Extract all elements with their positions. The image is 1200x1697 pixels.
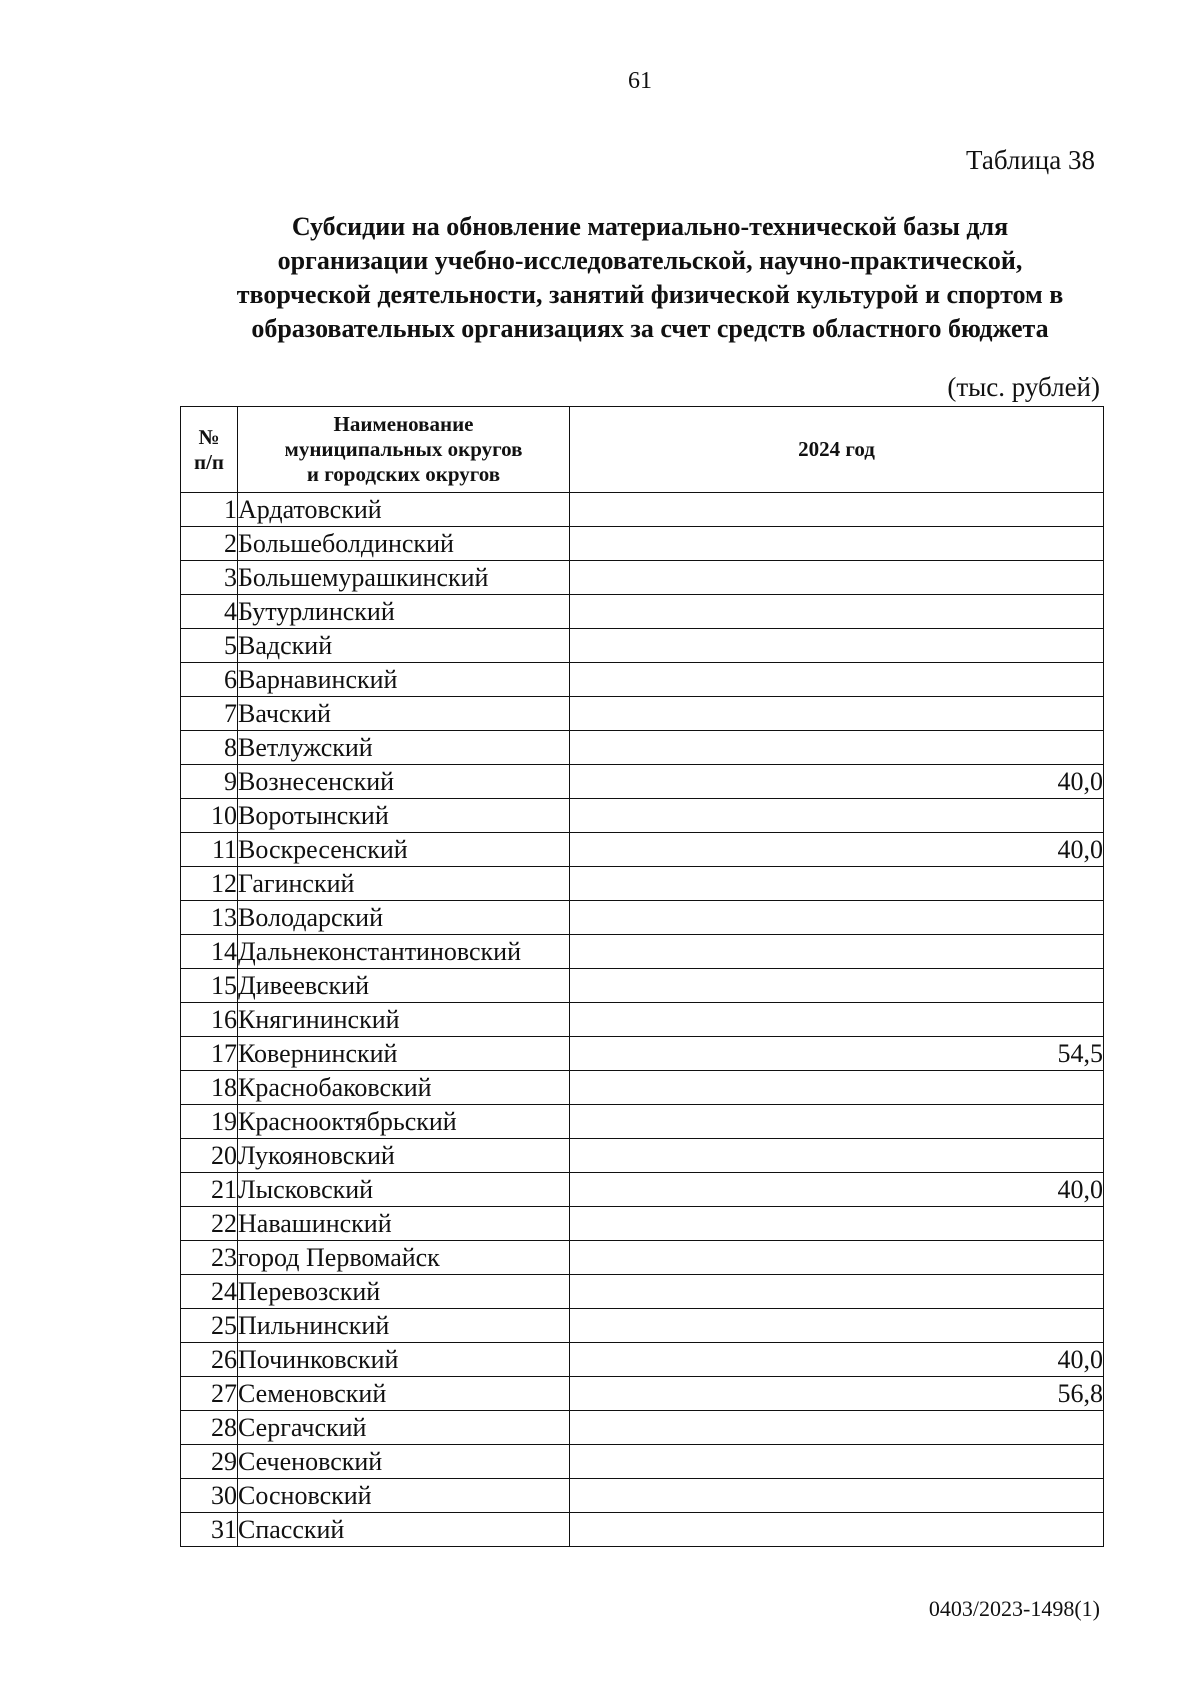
table-row xyxy=(181,1343,1104,1377)
amount-2024-cell xyxy=(570,1445,1104,1479)
amount-2024-cell xyxy=(570,663,1104,697)
table-header-row xyxy=(181,407,1104,493)
header-number-symbol: № xyxy=(198,424,220,449)
row-number-cell: 28 xyxy=(181,1411,238,1445)
row-number-cell: 31 xyxy=(181,1513,238,1547)
table-row xyxy=(181,697,1104,731)
row-number-cell: 5 xyxy=(181,629,238,663)
row-number-cell: 27 xyxy=(181,1377,238,1411)
table-row xyxy=(181,493,1104,527)
table-row xyxy=(181,663,1104,697)
amount-2024-cell xyxy=(570,969,1104,1003)
units-note: (тыс. рублей) xyxy=(947,372,1100,402)
table-row xyxy=(181,1377,1104,1411)
district-name-cell: Спасский xyxy=(238,1513,570,1547)
header-year: 2024 год xyxy=(570,407,1104,493)
amount-2024-cell xyxy=(570,595,1104,629)
amount-2024-cell xyxy=(570,731,1104,765)
district-name-cell: Бутурлинский xyxy=(238,595,570,629)
district-name-cell: Перевозский xyxy=(238,1275,570,1309)
table-row xyxy=(181,1071,1104,1105)
amount-2024-cell: 56,8 xyxy=(570,1377,1104,1411)
amount-2024-cell xyxy=(570,901,1104,935)
row-number-cell: 17 xyxy=(181,1037,238,1071)
row-number-cell: 4 xyxy=(181,595,238,629)
district-name-cell: Пильнинский xyxy=(238,1309,570,1343)
row-number-cell: 8 xyxy=(181,731,238,765)
table-row xyxy=(181,833,1104,867)
table-row xyxy=(181,1105,1104,1139)
table-row xyxy=(181,1479,1104,1513)
table-row xyxy=(181,935,1104,969)
district-name-cell: Воскресенский xyxy=(238,833,570,867)
document-title xyxy=(150,210,1150,346)
row-number-cell: 1 xyxy=(181,493,238,527)
subsidy-table xyxy=(180,406,1104,1547)
district-name-cell: Лукояновский xyxy=(238,1139,570,1173)
amount-2024-cell: 40,0 xyxy=(570,765,1104,799)
district-name-cell: Вознесенский xyxy=(238,765,570,799)
header-name-line: муниципальных округов xyxy=(284,437,523,461)
amount-2024-cell xyxy=(570,1241,1104,1275)
district-name-cell: Ардатовский xyxy=(238,493,570,527)
district-name-cell: Ковернинский xyxy=(238,1037,570,1071)
row-number-cell: 16 xyxy=(181,1003,238,1037)
row-number-cell: 12 xyxy=(181,867,238,901)
table-row xyxy=(181,1037,1104,1071)
table-row xyxy=(181,765,1104,799)
row-number-cell: 29 xyxy=(181,1445,238,1479)
amount-2024-cell xyxy=(570,1139,1104,1173)
table-row xyxy=(181,1411,1104,1445)
district-name-cell: Дальнеконстантиновский xyxy=(238,935,570,969)
row-number-cell: 2 xyxy=(181,527,238,561)
amount-2024-cell: 54,5 xyxy=(570,1037,1104,1071)
district-name-cell: Воротынский xyxy=(238,799,570,833)
table-caption: Таблица 38 xyxy=(966,145,1095,175)
header-name-line: и городских округов xyxy=(306,462,501,486)
page-number: 61 xyxy=(628,68,652,94)
district-name-cell: Краснобаковский xyxy=(238,1071,570,1105)
amount-2024-cell xyxy=(570,527,1104,561)
amount-2024-cell xyxy=(570,1071,1104,1105)
district-name-cell: Сергачский xyxy=(238,1411,570,1445)
row-number-cell: 14 xyxy=(181,935,238,969)
district-name-cell: Володарский xyxy=(238,901,570,935)
row-number-cell: 26 xyxy=(181,1343,238,1377)
district-name-cell: Дивеевский xyxy=(238,969,570,1003)
amount-2024-cell xyxy=(570,935,1104,969)
title-line: творческой деятельности, занятий физической культурой и спортом в xyxy=(236,280,1064,309)
row-number-cell: 15 xyxy=(181,969,238,1003)
table-body xyxy=(181,493,1104,1547)
table-row xyxy=(181,867,1104,901)
header-number xyxy=(181,407,238,493)
amount-2024-cell xyxy=(570,697,1104,731)
row-number-cell: 7 xyxy=(181,697,238,731)
table-row xyxy=(181,799,1104,833)
amount-2024-cell xyxy=(570,493,1104,527)
row-number-cell: 25 xyxy=(181,1309,238,1343)
district-name-cell: Сеченовский xyxy=(238,1445,570,1479)
table-row xyxy=(181,1139,1104,1173)
amount-2024-cell xyxy=(570,1309,1104,1343)
table-row xyxy=(181,561,1104,595)
district-name-cell: Вачский xyxy=(238,697,570,731)
table-row xyxy=(181,1309,1104,1343)
amount-2024-cell xyxy=(570,629,1104,663)
district-name-cell: Сосновский xyxy=(238,1479,570,1513)
row-number-cell: 23 xyxy=(181,1241,238,1275)
amount-2024-cell xyxy=(570,1411,1104,1445)
district-name-cell: Большемурашкинский xyxy=(238,561,570,595)
district-name-cell: Навашинский xyxy=(238,1207,570,1241)
document-code: 0403/2023-1498(1) xyxy=(928,1596,1100,1621)
amount-2024-cell xyxy=(570,1275,1104,1309)
amount-2024-cell: 40,0 xyxy=(570,1173,1104,1207)
amount-2024-cell xyxy=(570,1479,1104,1513)
title-line: организации учебно-исследовательской, научно-практической, xyxy=(277,246,1023,275)
district-name-cell: Семеновский xyxy=(238,1377,570,1411)
amount-2024-cell xyxy=(570,1207,1104,1241)
table-row xyxy=(181,595,1104,629)
district-name-cell: Починковский xyxy=(238,1343,570,1377)
district-name-cell: город Первомайск xyxy=(238,1241,570,1275)
header-number-abbr: п/п xyxy=(193,449,225,474)
row-number-cell: 18 xyxy=(181,1071,238,1105)
row-number-cell: 6 xyxy=(181,663,238,697)
row-number-cell: 19 xyxy=(181,1105,238,1139)
row-number-cell: 9 xyxy=(181,765,238,799)
district-name-cell: Гагинский xyxy=(238,867,570,901)
district-name-cell: Лысковский xyxy=(238,1173,570,1207)
table-row xyxy=(181,1513,1104,1547)
title-line: образовательных организациях за счет средств областного бюджета xyxy=(251,314,1049,343)
district-name-cell: Краснооктябрьский xyxy=(238,1105,570,1139)
district-name-cell: Ветлужский xyxy=(238,731,570,765)
row-number-cell: 3 xyxy=(181,561,238,595)
table-row xyxy=(181,731,1104,765)
row-number-cell: 22 xyxy=(181,1207,238,1241)
table-row xyxy=(181,1445,1104,1479)
table-row xyxy=(181,1275,1104,1309)
district-name-cell: Княгининский xyxy=(238,1003,570,1037)
row-number-cell: 30 xyxy=(181,1479,238,1513)
table-row xyxy=(181,527,1104,561)
row-number-cell: 21 xyxy=(181,1173,238,1207)
district-name-cell: Варнавинский xyxy=(238,663,570,697)
table-row xyxy=(181,1003,1104,1037)
district-name-cell: Большеболдинский xyxy=(238,527,570,561)
amount-2024-cell xyxy=(570,799,1104,833)
header-name-line: Наименование xyxy=(333,412,474,436)
table-row xyxy=(181,1241,1104,1275)
amount-2024-cell xyxy=(570,1105,1104,1139)
table-row xyxy=(181,901,1104,935)
amount-2024-cell xyxy=(570,1513,1104,1547)
amount-2024-cell: 40,0 xyxy=(570,1343,1104,1377)
row-number-cell: 11 xyxy=(181,833,238,867)
row-number-cell: 10 xyxy=(181,799,238,833)
amount-2024-cell: 40,0 xyxy=(570,833,1104,867)
row-number-cell: 24 xyxy=(181,1275,238,1309)
amount-2024-cell xyxy=(570,1003,1104,1037)
table-row xyxy=(181,629,1104,663)
header-name xyxy=(238,407,570,493)
table-row xyxy=(181,969,1104,1003)
district-name-cell: Вадский xyxy=(238,629,570,663)
amount-2024-cell xyxy=(570,561,1104,595)
table-row xyxy=(181,1207,1104,1241)
table-row xyxy=(181,1173,1104,1207)
row-number-cell: 13 xyxy=(181,901,238,935)
amount-2024-cell xyxy=(570,867,1104,901)
row-number-cell: 20 xyxy=(181,1139,238,1173)
title-line: Субсидии на обновление материально-технической базы для xyxy=(291,212,1009,241)
